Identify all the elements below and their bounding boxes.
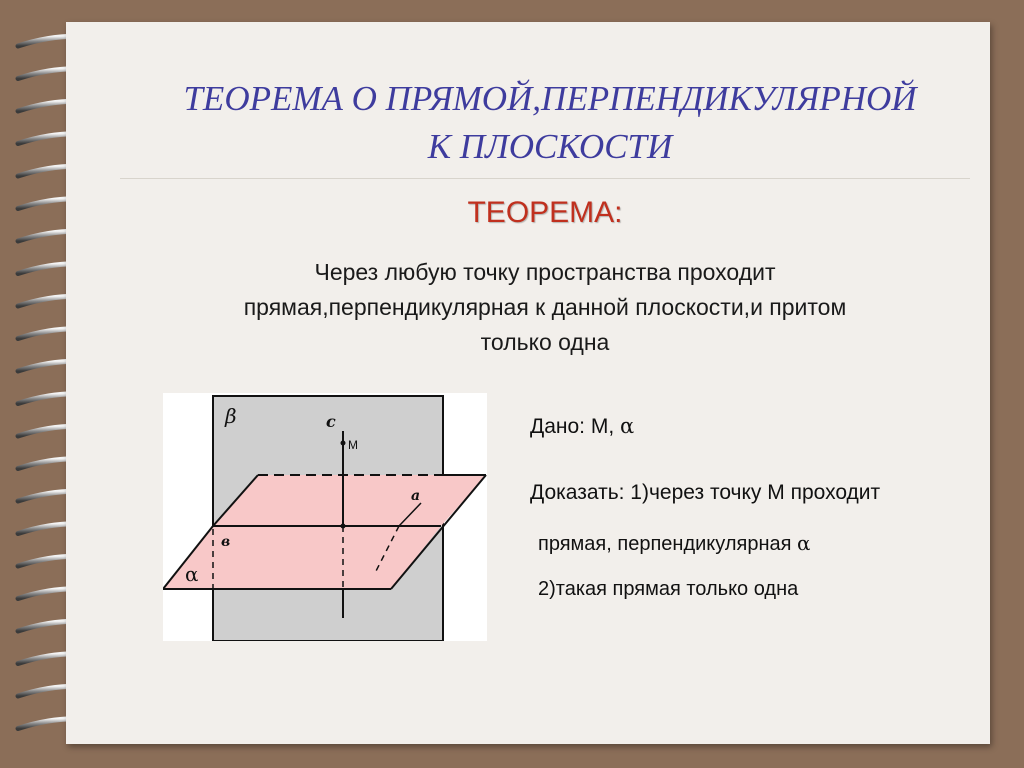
title-line-1: ТЕОРЕМА О ПРЯМОЙ,ПЕРПЕНДИКУЛЯРНОЙ [183,79,917,118]
prove-alpha: α [797,531,811,555]
given-alpha: α [620,414,635,438]
title-line-2: К ПЛОСКОСТИ [427,127,673,166]
statement-line-2: прямая,перпендикулярная к данной плоскости,и притом [243,294,847,320]
theorem-statement [120,255,970,360]
prove-line-2-text: прямая, перпендикулярная [538,533,792,555]
label-m: M [348,438,358,452]
prove-line-2 [538,531,811,556]
given-text [530,414,634,439]
statement-line-1: Через любую точку пространства проходит [314,259,776,285]
foot-point [341,524,346,529]
geometry-figure [163,393,487,641]
given-label: Дано: М, [530,415,615,438]
label-c: c [326,412,336,431]
page-title [120,75,980,171]
label-a: a [411,488,421,504]
label-beta: β [225,404,237,428]
label-b: в [221,534,231,550]
statement-line-3: только одна [480,329,610,355]
theorem-heading: ТЕОРЕМА: [467,196,623,229]
label-alpha: α [185,562,199,586]
prove-line-3: 2)такая прямая только одна [538,578,799,600]
prove-line-1: Доказать: 1)через точку М проходит [530,481,881,504]
point-m [341,441,346,446]
title-divider [120,178,970,179]
figure-drawing [163,393,487,641]
plane-alpha-back [213,475,486,526]
